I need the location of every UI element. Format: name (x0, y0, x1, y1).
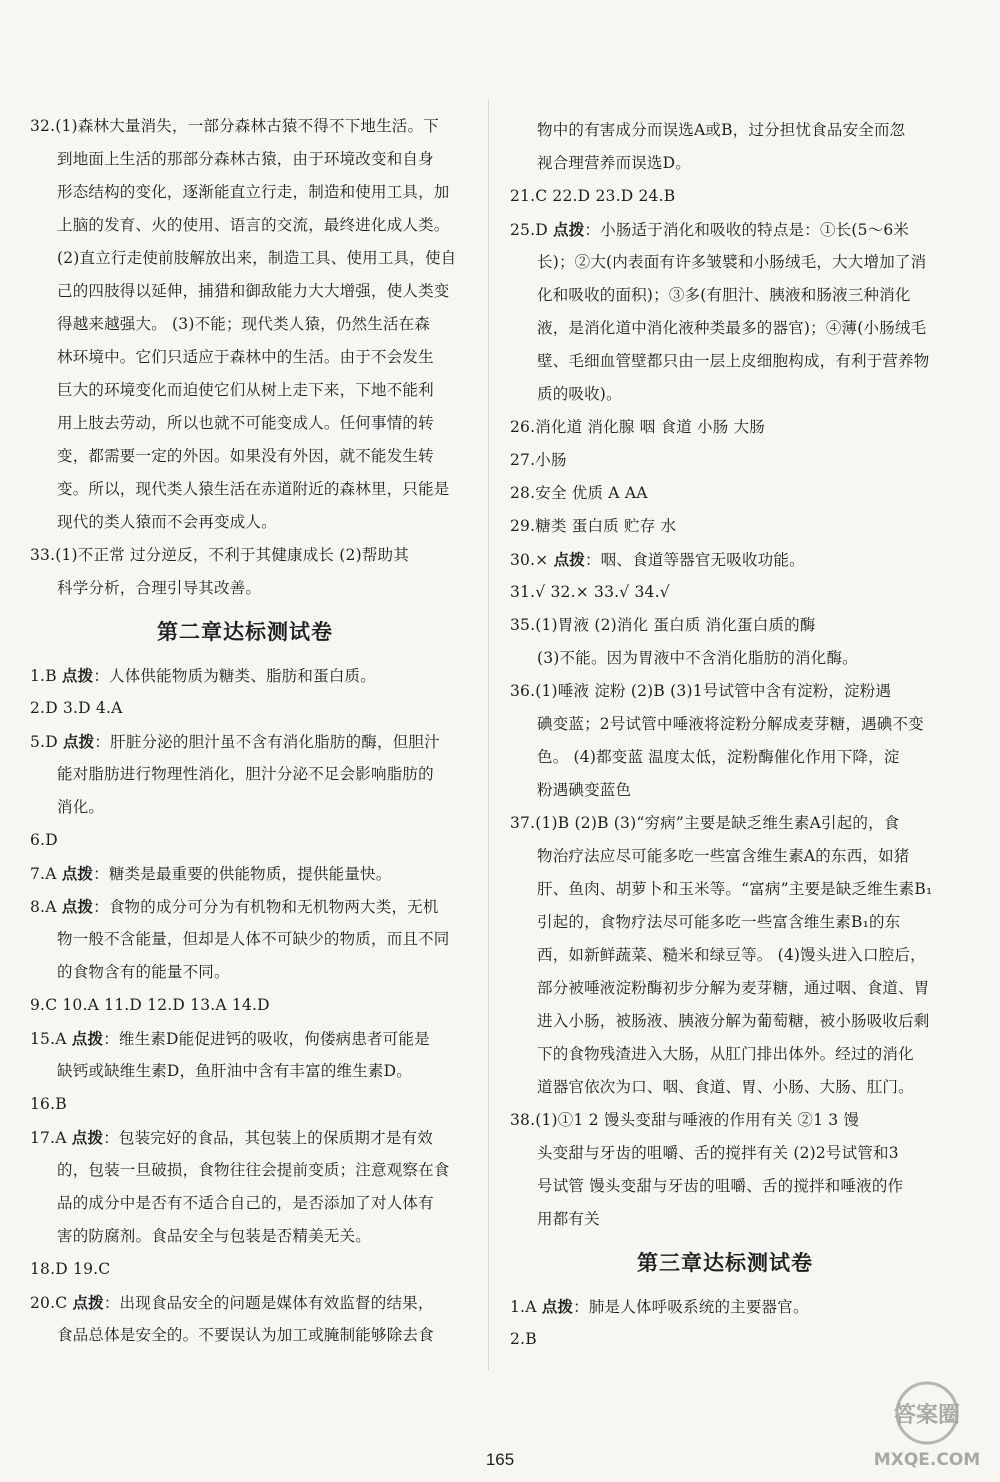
answer-text: 己的四肢得以延伸，捕猎和御敌能力大大增强，使人类变 (57, 282, 450, 300)
answer-line (30, 506, 460, 539)
answer-text: 号试管 馒头变甜与牙齿的咀嚼、舌的搅拌和唾液的作 (537, 1177, 904, 1195)
answer-line (30, 209, 460, 242)
answer-text: 壁、毛细血管壁都只由一层上皮细胞构成，有利于营养物 (537, 352, 930, 370)
answer-text: ：咽、食道等器官无吸收功能。 (584, 551, 805, 569)
answer-line (30, 1319, 460, 1352)
answer-line (510, 873, 940, 906)
answer-text: 色。 (4)都变蓝 温度太低，淀粉酶催化作用下降，淀 (537, 748, 900, 766)
answer-text: 37.(1)B (2)B (3)“穷病”主要是缺乏维生素A引起的，食 (510, 814, 900, 832)
answer-line (30, 791, 460, 824)
answer-label: 5.D (30, 733, 58, 751)
answer-line (30, 824, 460, 857)
answer-text: 35.(1)胃液 (2)消化 蛋白质 消化蛋白质的酶 (510, 616, 816, 634)
watermark-bottom-text: MXQE.COM (873, 1450, 981, 1470)
answer-line (30, 1121, 460, 1154)
answer-line (30, 539, 460, 572)
answer-label: 15.A (30, 1030, 67, 1048)
answer-label: 20.C (30, 1294, 68, 1312)
answer-text: 道器官依次为口、咽、食道、胃、小肠、大肠、肛门。 (537, 1078, 914, 1096)
answer-label: 1.A (510, 1298, 537, 1316)
answer-line (510, 906, 940, 939)
answer-line (510, 543, 940, 576)
answer-line (510, 675, 940, 708)
answer-text: 用上肢去劳动，所以也就不可能变成人。任何事情的转 (57, 414, 434, 432)
answer-line (30, 758, 460, 791)
answer-text: 视合理营养而误选D。 (537, 154, 691, 172)
section-heading: 第二章达标测试卷 (157, 620, 333, 644)
answer-text: 害的防腐剂。食品安全与包装是否精美无关。 (57, 1227, 372, 1245)
answer-text: 29.糖类 蛋白质 贮存 水 (510, 517, 677, 535)
answer-line (510, 576, 940, 609)
answer-line (30, 374, 460, 407)
column-divider (488, 100, 489, 1370)
answer-line (30, 308, 460, 341)
answer-line (510, 1005, 940, 1038)
left-column (30, 110, 460, 1352)
answer-line (30, 1055, 460, 1088)
answer-text: 西，如新鲜蔬菜、糙米和绿豆等。 (4)馒头进入口腔后， (537, 946, 926, 964)
answer-line (510, 147, 940, 180)
hint-keyword: 点拨 (61, 666, 94, 685)
answer-text: 的食物含有的能量不同。 (57, 963, 230, 981)
answer-line (30, 1022, 460, 1055)
answer-text: (2)直立行走使前肢解放出来，制造工具、使用工具，使自 (57, 249, 457, 267)
answer-label: 7.A (30, 865, 57, 883)
answer-text: 6.D (30, 831, 58, 849)
answer-text: ：包装完好的食品，其包装上的保质期才是有效 (103, 1129, 433, 1147)
answer-text: 变。所以，现代类人猿生活在赤道附近的森林里，只能是 (57, 480, 450, 498)
answer-label: 25.D (510, 221, 548, 239)
answer-text: 2.D 3.D 4.A (30, 699, 123, 717)
answer-line (30, 143, 460, 176)
right-column (510, 114, 940, 1356)
hint-keyword: 点拨 (541, 1297, 574, 1316)
hint-keyword: 点拨 (553, 220, 585, 239)
answer-line (30, 341, 460, 374)
watermark-top-text: 答案圈 (893, 1403, 961, 1428)
answer-text: 部分被唾液淀粉酶初步分解为麦芽糖，通过咽、食道、胃 (537, 979, 930, 997)
answer-line (30, 1253, 460, 1286)
answer-text: 28.安全 优质 A AA (510, 484, 648, 502)
answer-text: 长)；②大(内表面有许多皱襞和小肠绒毛，大大增加了消 (537, 253, 927, 271)
answer-text: 变，都需要一定的外因。如果没有外因，就不能发生转 (57, 447, 434, 465)
answer-text: 物中的有害成分而误选A或B，过分担忧食品安全而忽 (537, 121, 906, 139)
watermark-logo (872, 1375, 982, 1475)
hint-keyword: 点拨 (71, 1029, 104, 1048)
answer-line (510, 708, 940, 741)
page-number: 165 (485, 1450, 515, 1469)
answer-text: 32.(1)森林大量消失，一部分森林古猿不得不下地生活。下 (30, 117, 439, 135)
answer-line (30, 923, 460, 956)
answer-text: ：食物的成分可分为有机物和无机物两大类，无机 (93, 898, 439, 916)
answer-line (510, 1170, 940, 1203)
answer-line (30, 725, 460, 758)
answer-text: 液，是消化道中消化液种类最多的器官)；④薄(小肠绒毛 (537, 319, 927, 337)
answer-line (30, 440, 460, 473)
answer-text: ：肝脏分泌的胆汁虽不含有消化脂肪的酶，但胆汁 (94, 733, 440, 751)
answer-text: 引起的，食物疗法尽可能多吃一些富含维生素B₁的东 (537, 913, 901, 931)
answer-line (30, 1220, 460, 1253)
answer-line (510, 378, 940, 411)
answer-text: 用都有关 (537, 1210, 600, 1228)
answer-line (510, 180, 940, 213)
answer-label: 17.A (30, 1129, 67, 1147)
answer-text: 食品总体是安全的。不要误认为加工或腌制能够除去食 (57, 1326, 434, 1344)
answer-text: 下的食物残渣进入大肠，从肛门排出体外。经过的消化 (537, 1045, 914, 1063)
answer-text: 质的吸收)。 (537, 385, 622, 403)
answer-text: 碘变蓝；2号试管中唾液将淀粉分解成麦芽糖，遇碘不变 (537, 715, 924, 733)
answer-line (30, 572, 460, 605)
answer-text: 21.C 22.D 23.D 24.B (510, 187, 676, 205)
answer-line (30, 242, 460, 275)
answer-text: 消化。 (57, 798, 105, 816)
answer-text: 上脑的发育、火的使用、语言的交流，最终进化成人类。 (57, 216, 450, 234)
answer-line (30, 110, 460, 143)
answer-label: 1.B (30, 667, 57, 685)
answer-text: 的，包装一旦破损，食物往往会提前变质；注意观察在食 (57, 1161, 450, 1179)
answer-line (30, 692, 460, 725)
answer-text: 18.D 19.C (30, 1260, 111, 1278)
answer-line (30, 1154, 460, 1187)
answer-line (510, 840, 940, 873)
answer-text: ：出现食品安全的问题是媒体有效监督的结果， (103, 1294, 434, 1312)
answer-line (510, 444, 940, 477)
answer-text: 26.消化道 消化腺 咽 食道 小肠 大肠 (510, 418, 765, 436)
answer-text: 粉遇碘变蓝色 (537, 781, 632, 799)
answer-line (510, 774, 940, 807)
answer-line (510, 246, 940, 279)
answer-text: 31.√ 32.× 33.√ 34.√ (510, 583, 670, 601)
answer-line (510, 1038, 940, 1071)
answer-text: 能对脂肪进行物理性消化，胆汁分泌不足会影响脂肪的 (57, 765, 434, 783)
answer-text: ：维生素D能促进钙的吸收，佝偻病患者可能是 (103, 1030, 430, 1048)
answer-line (30, 956, 460, 989)
answer-text: 缺钙或缺维生素D，鱼肝油中含有丰富的维生素D。 (57, 1062, 412, 1080)
hint-keyword: 点拨 (72, 1293, 104, 1312)
answer-line (30, 1286, 460, 1319)
answer-line (510, 609, 940, 642)
answer-line (510, 114, 940, 147)
answer-line (510, 1290, 940, 1323)
answer-line (30, 176, 460, 209)
answer-text: 36.(1)唾液 淀粉 (2)B (3)1号试管中含有淀粉，淀粉遇 (510, 682, 892, 700)
answer-text: 9.C 10.A 11.D 12.D 13.A 14.D (30, 996, 270, 1014)
answer-text: ：肺是人体呼吸系统的主要器官。 (573, 1298, 809, 1316)
answer-line (30, 473, 460, 506)
answer-line (510, 1203, 940, 1236)
hint-keyword: 点拨 (71, 1128, 104, 1147)
answer-line (510, 972, 940, 1005)
answer-line (510, 1323, 940, 1356)
answer-text: 林环境中。它们只适应于森林中的生活。由于不会发生 (57, 348, 434, 366)
answer-line (510, 741, 940, 774)
hint-keyword: 点拨 (61, 864, 94, 883)
answer-line (510, 1137, 940, 1170)
section-heading: 第三章达标测试卷 (637, 1251, 813, 1275)
answer-line (510, 1104, 940, 1137)
answer-line (510, 642, 940, 675)
hint-keyword: 点拨 (553, 550, 585, 569)
answer-line (510, 312, 940, 345)
answer-text: 得越来越强大。 (3)不能；现代类人猿，仍然生活在森 (57, 315, 431, 333)
answer-line (510, 1071, 940, 1104)
answer-line (30, 659, 460, 692)
answer-line (30, 890, 460, 923)
answer-line (510, 477, 940, 510)
answer-text: 物治疗法应尽可能多吃一些富含维生素A的东西，如猪 (537, 847, 910, 865)
answer-line (30, 275, 460, 308)
answer-text: ：小肠适于消化和吸收的特点是：①长(5～6米 (584, 221, 910, 239)
answer-line (510, 807, 940, 840)
answer-text: 形态结构的变化，逐渐能直立行走，制造和使用工具，加 (57, 183, 450, 201)
hint-keyword: 点拨 (62, 732, 95, 751)
answer-text: 38.(1)①1 2 馒头变甜与唾液的作用有关 ②1 3 馒 (510, 1111, 860, 1129)
answer-line (30, 989, 460, 1022)
answer-line (30, 857, 460, 890)
answer-text: ：糖类是最重要的供能物质，提供能量快。 (93, 865, 392, 883)
answer-line (30, 1187, 460, 1220)
answer-text: 现代的类人猿而不会再变成人。 (57, 513, 277, 531)
answer-text: 物一般不含能量，但却是人体不可缺少的物质，而且不同 (57, 930, 450, 948)
answer-line (510, 411, 940, 444)
answer-text: 品的成分中是否有不适合自己的，是否添加了对人体有 (57, 1194, 434, 1212)
answer-text: 头变甜与牙齿的咀嚼、舌的搅拌有关 (2)2号试管和3 (537, 1144, 899, 1162)
answer-text: 巨大的环境变化而迫使它们从树上走下来，下地不能利 (57, 381, 434, 399)
answer-line (510, 345, 940, 378)
answer-line (510, 213, 940, 246)
answer-line (30, 407, 460, 440)
answer-text: 到地面上生活的那部分森林古猿，由于环境改变和自身 (57, 150, 434, 168)
answer-text: ：人体供能物质为糖类、脂肪和蛋白质。 (93, 667, 376, 685)
answer-label: 8.A (30, 898, 57, 916)
answer-text: 化和吸收的面积)；③多(有胆汁、胰液和肠液三种消化 (537, 286, 911, 304)
answer-text: 2.B (510, 1330, 537, 1348)
answer-line (510, 279, 940, 312)
answer-text: 科学分析，合理引导其改善。 (57, 579, 262, 597)
answer-text: 16.B (30, 1095, 67, 1113)
answer-line (510, 510, 940, 543)
answer-label: 30.× (510, 551, 549, 569)
answer-text: 肝、鱼肉、胡萝卜和玉米等。“富病”主要是缺乏维生素B₁ (537, 880, 933, 898)
hint-keyword: 点拨 (61, 897, 94, 916)
answer-line (30, 1088, 460, 1121)
answer-text: 27.小肠 (510, 451, 567, 469)
answer-line (510, 939, 940, 972)
answer-text: (3)不能。因为胃液中不含消化脂肪的消化酶。 (537, 649, 858, 667)
answer-text: 进入小肠，被肠液、胰液分解为葡萄糖，被小肠吸收后剩 (537, 1012, 930, 1030)
answer-text: 33.(1)不正常 过分逆反，不利于其健康成长 (2)帮助其 (30, 546, 409, 564)
